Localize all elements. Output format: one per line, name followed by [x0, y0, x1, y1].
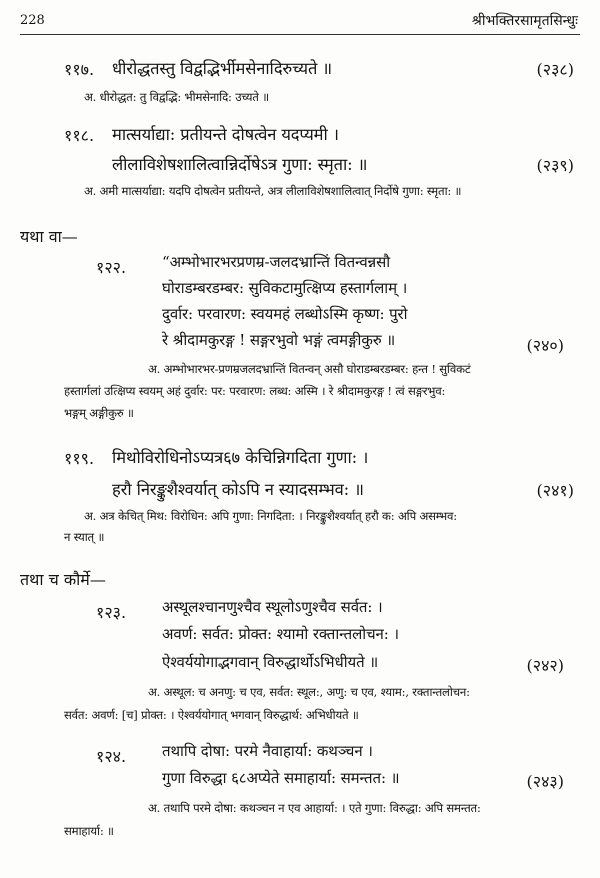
anvaya-119-line-2: न स्यात् ॥ — [64, 530, 105, 544]
anvaya-122-line-1: अ. अम्भोभारभर-प्रणम्रजलदभ्रान्तिं वितन्वन् असौ घोराडम्बरडम्बर: हन्त ! सुविकटं — [148, 362, 471, 376]
anvaya-118: अ. अमी मात्सर्याद्या: यदपि दोषत्वेन प्रतीयन्ते, अत्र लीलाविशेषशालित्वात् निर्दोषे गुणा: स्मृता: ॥ — [84, 184, 462, 198]
verse-number-119: ११९. — [64, 449, 95, 468]
anvaya-119-line-1: अ. अत्र केचित् मिथ: विरोधिन: अपि गुणा: निगदिता: । निरङ्कुशैश्वर्यात् हरौ क: अपि असम्भव: — [84, 509, 457, 523]
header-rule — [20, 34, 580, 35]
verse-123-line-1: अस्थूलश्चानणुश्चैव स्थूलोऽणुश्चैव सर्वत: । — [162, 598, 383, 616]
verse-ref-243: (२४३) — [526, 772, 564, 791]
verse-117-line-1: धीरोद्धतस्तु विद्वद्भिर्भीमसेनादिरुच्यते ॥ — [112, 59, 333, 78]
verse-number-122: १२२. — [96, 258, 127, 277]
verse-ref-242: (२४२) — [526, 656, 564, 675]
verse-119-line-2: हरौ निरङ्कुशैश्वर्यात् कोऽपि न स्यादसम्भव: ॥ — [112, 480, 364, 499]
heading-yatha-va: यथा वा— — [20, 227, 78, 246]
verse-122-line-2: घोराडम्बरडम्बर: सुविकटामुत्क्षिप्य हस्तार्गलाम् । — [162, 279, 408, 297]
verse-119-line-1: मिथोविरोधिनोऽप्यत्र६७ केचिन्निगदिता गुणा: । — [112, 448, 369, 467]
verse-number-124: १२४. — [96, 747, 127, 766]
verse-ref-239: (२३९) — [536, 156, 574, 175]
verse-124-line-2: गुणा विरुद्धा ६८अप्येते समाहार्या: समन्तत: ॥ — [162, 769, 400, 787]
anvaya-123-line-2: सर्वत: अवर्ण: [च] प्रोक्त: । ऐश्वर्ययोगात् भगवान् विरुद्धार्थ: अभिधीयते ॥ — [64, 708, 359, 722]
verse-122-line-1: “अम्भोभारभरप्रणम्र-जलदभ्रान्तिं वितन्वन्नसौ — [162, 253, 391, 271]
verse-ref-240: (२४०) — [526, 336, 564, 355]
verse-number-118: ११८. — [64, 126, 95, 145]
verse-122-line-3: दुर्वार: परवारण: स्वयमहं लब्धोऽस्मि कृष्ण: पुरो — [162, 305, 408, 323]
verse-118-line-1: मात्सर्याद्या: प्रतीयन्ते दोषत्वेन यदप्यमी । — [112, 125, 339, 144]
verse-ref-238: (२३८) — [536, 60, 574, 79]
verse-number-117: ११७. — [64, 60, 95, 79]
verse-number-123: १२३. — [96, 603, 127, 622]
anvaya-124-line-2: समाहार्या: ॥ — [64, 824, 114, 838]
anvaya-124-line-1: अ. तथापि परमे दोषा: कथञ्चन न एव आहार्या: । एते गुणा: विरुद्धा: अपि समन्तत: — [148, 801, 481, 815]
heading-tatha-ca-kaurme: तथा च कौर्मे— — [20, 570, 106, 589]
page-number: 228 — [20, 13, 45, 28]
verse-124-line-1: तथापि दोषा: परमे नैवाहार्या: कथञ्चन । — [162, 742, 373, 760]
anvaya-122-line-2: हस्तार्गलां उत्क्षिप्य स्वयम् अहं दुर्वार: पर: परवारण: लब्ध: अस्मि । रे श्रीदामकुरङ्ग ! त्वं सङ्गरभुव: — [64, 384, 446, 398]
verse-123-line-2: अवर्ण: सर्वत: प्रोक्त: श्यामो रक्तान्तलोचन: । — [162, 625, 399, 643]
anvaya-123-line-1: अ. अस्थूल: च अनणु: च एव, सर्वत: स्थूल:, अणु: च एव, श्याम:, रक्तान्तलोचन: — [148, 685, 470, 699]
verse-ref-241: (२४१) — [536, 481, 574, 500]
verse-123-line-3: ऐश्वर्ययोगाद्भगवान् विरुद्धार्थोऽभिधीयते ॥ — [162, 653, 379, 671]
running-title: श्रीभक्तिरसामृतसिन्धुः — [471, 13, 578, 29]
verse-122-line-4: रे श्रीदामकुरङ्ग ! सङ्गरभुवो भङ्गं त्वमङ्गीकुरु ॥ — [162, 331, 396, 349]
verse-118-line-2: लीलाविशेषशालित्वान्निर्दोषेऽत्र गुणा: स्मृता: ॥ — [112, 155, 368, 174]
anvaya-122-line-3: भङ्गम् अङ्गीकुरु ॥ — [64, 406, 134, 420]
anvaya-117: अ. धीरोद्धत: तु विद्वद्भि: भीमसेनादि: उच्यते ॥ — [84, 90, 269, 104]
